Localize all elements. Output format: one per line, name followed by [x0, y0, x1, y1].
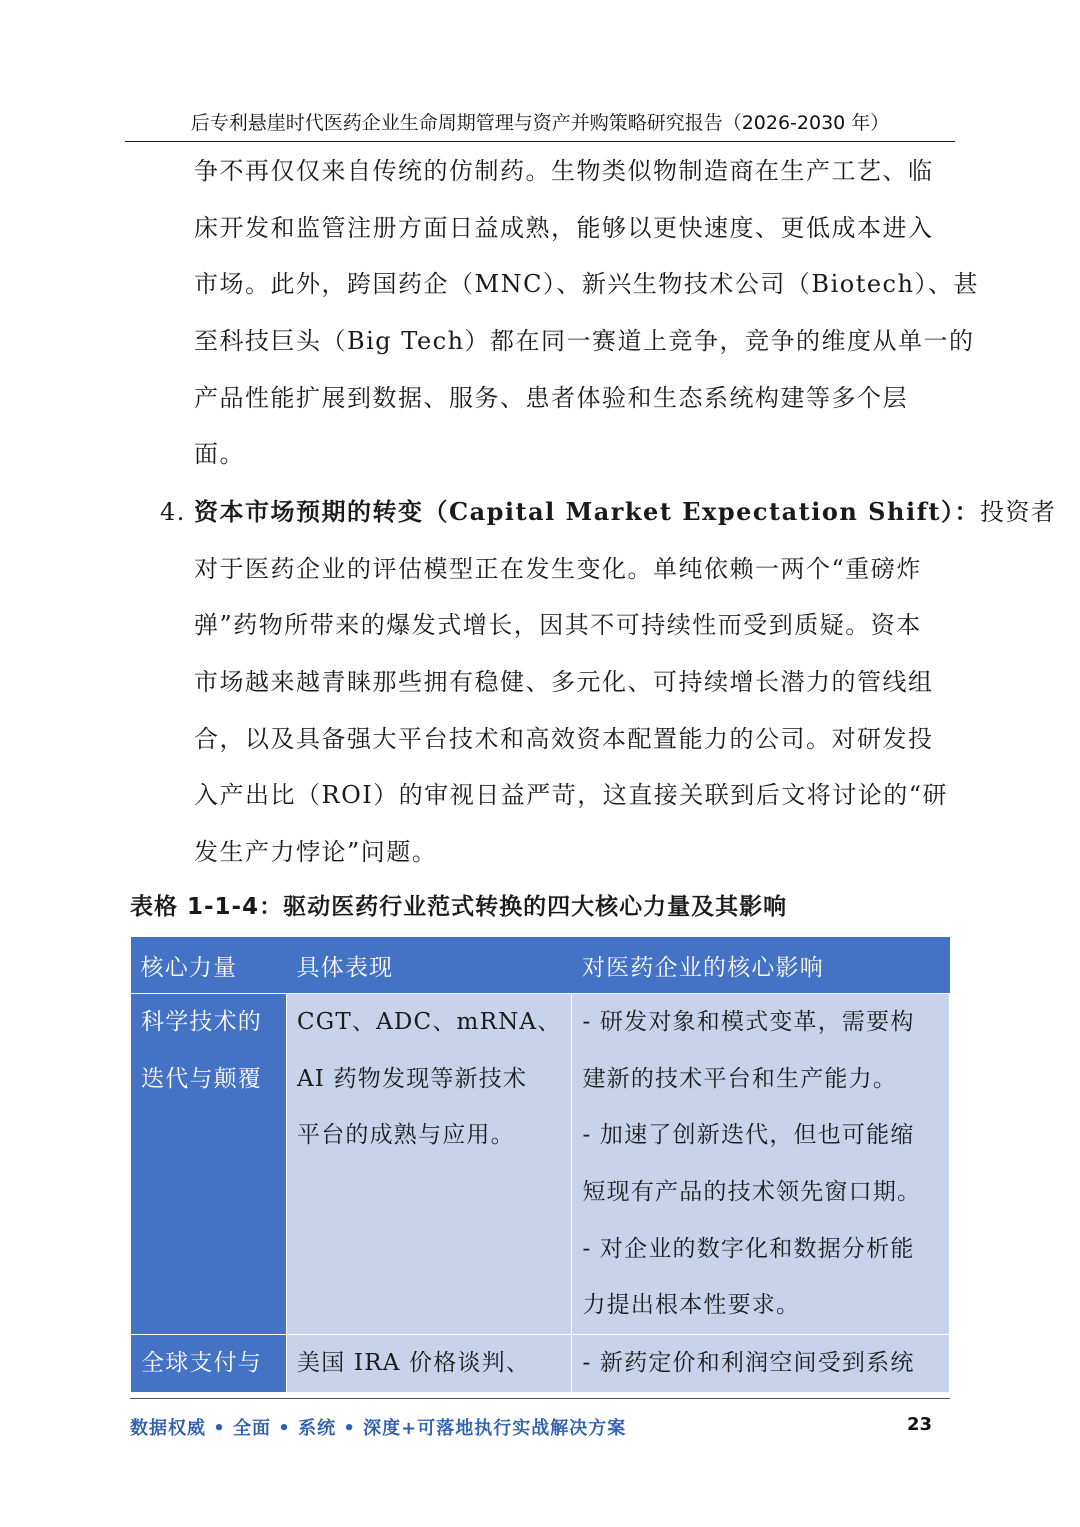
- detail-cell: [287, 994, 572, 1335]
- cell-line: 科学技术的: [141, 1009, 262, 1035]
- item-line: 发生产力悖论”问题。: [194, 838, 438, 867]
- cell-line: - 对企业的数字化和数据分析能: [582, 1235, 915, 1262]
- header-rule: [125, 141, 955, 142]
- cell-line: 迭代与颠覆: [141, 1065, 262, 1092]
- force-cell: [131, 1335, 287, 1393]
- table-header-row: [131, 937, 950, 994]
- table-header-force: 核心力量: [131, 937, 287, 994]
- cell-line: 短现有产品的技术领先窗口期。: [582, 1179, 922, 1206]
- force-cell: [131, 994, 287, 1335]
- item-line: 入产出比（ROI）的审视日益严苛，这直接关联到后文将讨论的“研: [194, 781, 948, 810]
- table-row: [131, 994, 950, 1335]
- running-header: 后专利悬崖时代医药企业生命周期管理与资产并购策略研究报告（2026-2030 年）: [190, 112, 890, 134]
- cell-line: - 加速了创新迭代，但也可能缩: [582, 1122, 915, 1149]
- item-line: 弹”药物所带来的爆发式增长，因其不可持续性而受到质疑。资本: [194, 611, 922, 640]
- item-line: 对于医药企业的评估模型正在发生变化。单纯依赖一两个“重磅炸: [194, 554, 922, 583]
- cell-line: CGT、ADC、mRNA、: [297, 1009, 562, 1035]
- body-line: 至科技巨头（Big Tech）都在同一赛道上竞争，竞争的维度从单一的: [194, 327, 975, 356]
- table-header-impact: 对医药企业的核心影响: [572, 937, 950, 994]
- impact-cell: [572, 994, 950, 1335]
- footer-rule: [130, 1398, 950, 1399]
- item-heading: 资本市场预期的转变（Capital Market Expectation Shift）: [194, 497, 955, 526]
- cell-line: AI 药物发现等新技术: [297, 1065, 528, 1092]
- table-header-detail: 具体表现: [287, 937, 572, 994]
- body-line: 产品性能扩展到数据、服务、患者体验和生态系统构建等多个层: [194, 383, 908, 412]
- body-line: 面。: [194, 440, 245, 469]
- item-heading-colon: ：: [954, 497, 980, 526]
- table-row: [131, 1335, 950, 1393]
- list-item-4: [160, 484, 1057, 881]
- cell-line: 平台的成熟与应用。: [297, 1122, 515, 1149]
- page-number: 23: [906, 1414, 932, 1435]
- detail-cell: [287, 1335, 572, 1393]
- list-number: 4.: [160, 498, 186, 526]
- cell-line: 力提出根本性要求。: [582, 1292, 801, 1319]
- item-first-line-rest: 投资者: [980, 498, 1057, 526]
- forces-table: [130, 937, 950, 1393]
- item-first-line: [160, 484, 1057, 541]
- cell-line: 建新的技术平台和生产能力。: [582, 1065, 898, 1092]
- footer-slogan: 数据权威 • 全面 • 系统 • 深度+可落地执行实战解决方案: [130, 1418, 627, 1439]
- cell-line: - 新药定价和利润空间受到系统: [582, 1350, 915, 1377]
- body-line: 市场。此外，跨国药企（MNC）、新兴生物技术公司（Biotech）、甚: [194, 270, 979, 299]
- body-line: 争不再仅仅来自传统的仿制药。生物类似物制造商在生产工艺、临: [194, 157, 934, 185]
- body-line: 床开发和监管注册方面日益成熟，能够以更快速度、更低成本进入: [194, 213, 934, 242]
- impact-cell: [572, 1335, 950, 1393]
- item-line: 合，以及具备强大平台技术和高效资本配置能力的公司。对研发投: [194, 724, 934, 753]
- cell-line: 全球支付与: [141, 1350, 262, 1377]
- table-caption: 表格 1-1-4：驱动医药行业范式转换的四大核心力量及其影响: [130, 894, 788, 920]
- cell-line: 美国 IRA 价格谈判、: [297, 1350, 531, 1377]
- body-paragraph: [194, 143, 979, 483]
- item-line: 市场越来越青睐那些拥有稳健、多元化、可持续增长潜力的管线组: [194, 668, 934, 697]
- cell-line: - 研发对象和模式变革，需要构: [582, 1009, 915, 1035]
